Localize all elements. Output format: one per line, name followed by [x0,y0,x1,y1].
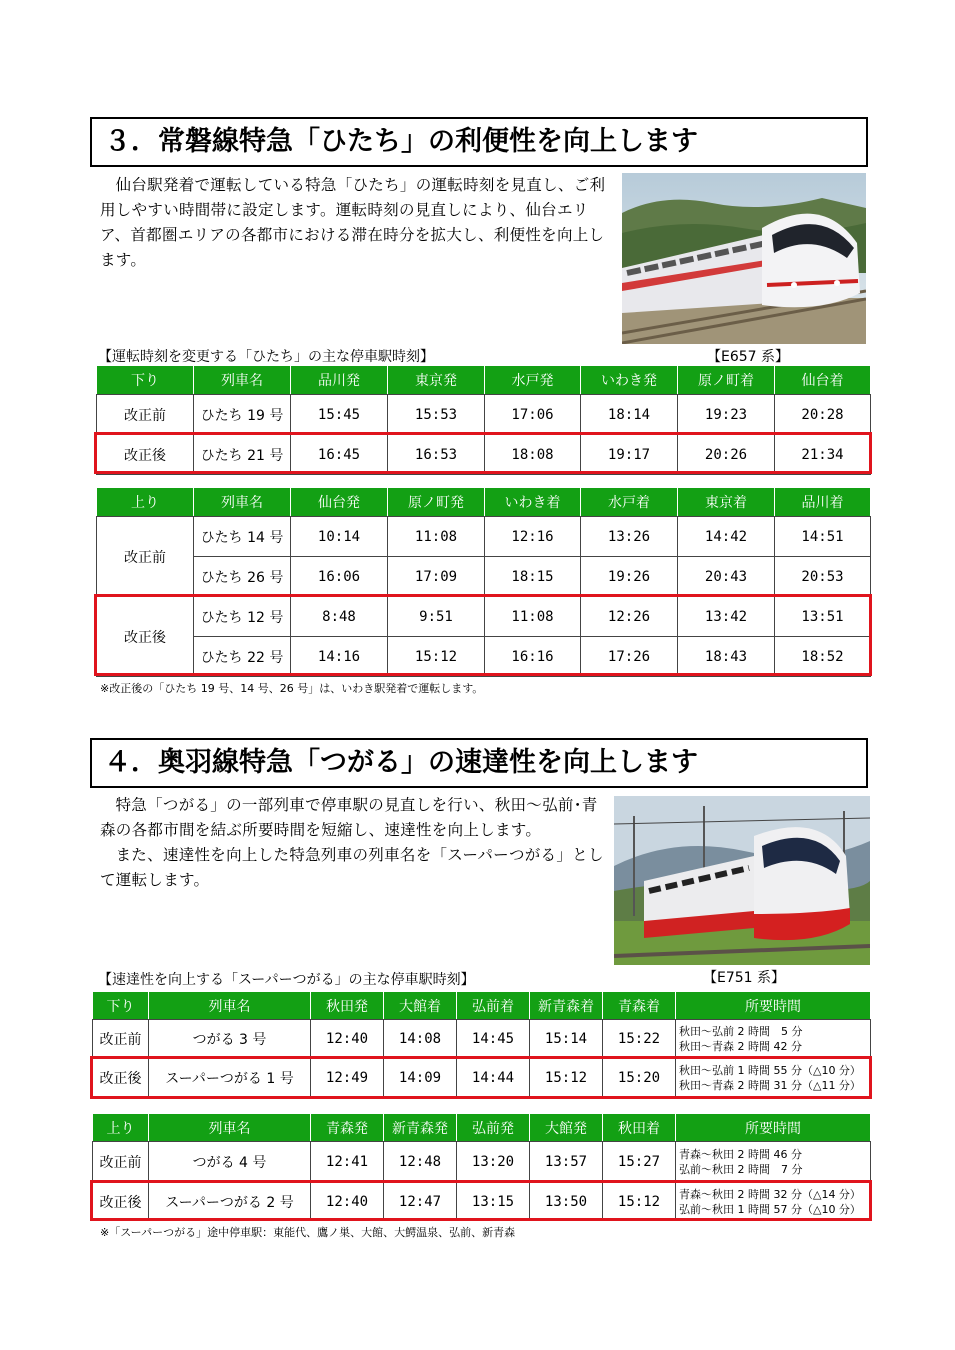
time-cell: 14:51 [775,517,871,557]
section-3-paragraph: 仙台駅発着で運転している特急「ひたち」の運転時刻を見直し、ご利用しやすい時間帯に設定します。運転時刻の見直しにより、仙台エリア、首都圏エリアの各都市における滞在時分を拡大し、利便性を向上します。 [100,176,606,269]
row-label: 改正後 [93,1183,149,1221]
time-cell: 14:45 [457,1020,530,1059]
tsugaru-up-table [92,1113,871,1221]
section-4-note: ※「スーパーつがる」途中停車駅：東能代、鷹ノ巣、大館、大鰐温泉、弘前、新青森 [100,1226,516,1239]
column-header: 青森着 [603,992,676,1020]
time-cell: 18:52 [775,637,871,677]
column-header: いわき発 [581,366,678,395]
time-cell: 19:26 [581,557,678,597]
duration-line: 秋田～青森 2 時間 42 分 [679,1040,802,1053]
time-cell: 19:17 [581,435,678,475]
section-3-photo-caption: 【E657 系】 [707,349,790,365]
column-header: 原ノ町着 [678,366,775,395]
time-cell: 13:20 [457,1142,530,1183]
row-label: 改正前 [93,1142,149,1183]
time-cell: 12:41 [311,1142,384,1183]
time-cell: 15:53 [388,395,485,435]
time-cell: 20:53 [775,557,871,597]
column-header: 大館発 [530,1114,603,1142]
time-cell: 18:43 [678,637,775,677]
train-name: つがる 4 号 [149,1142,311,1183]
time-cell: 17:09 [388,557,485,597]
time-cell: 12:49 [311,1059,384,1098]
column-header: 上り [93,1114,149,1142]
column-header: 水戸発 [485,366,581,395]
duration-line: 秋田～弘前 2 時間 5 分 [679,1025,803,1038]
time-cell: 14:44 [457,1059,530,1098]
train-name: ひたち 12 号 [194,597,291,637]
time-cell: 16:53 [388,435,485,475]
table-row [97,637,871,677]
table-row [97,395,871,435]
e657-train-photo [622,173,866,344]
column-header: 品川発 [291,366,388,395]
column-header: 列車名 [194,366,291,395]
time-cell: 11:08 [388,517,485,557]
time-cell: 16:16 [485,637,581,677]
column-header: 水戸着 [581,488,678,517]
section-3-note: ※改正後の「ひたち 19 号、14 号、26 号」は、いわき駅発着で運転します。 [100,682,484,695]
time-cell: 14:09 [384,1059,457,1098]
table-header-row [93,992,871,1020]
row-label: 改正前 [97,517,194,597]
table-row [97,597,871,637]
time-cell: 13:15 [457,1183,530,1221]
column-header: 仙台着 [775,366,871,395]
column-header: 仙台発 [291,488,388,517]
column-header: 新青森着 [530,992,603,1020]
time-cell: 15:45 [291,395,388,435]
time-cell: 9:51 [388,597,485,637]
column-header: 列車名 [149,1114,311,1142]
column-header: いわき着 [485,488,581,517]
row-label: 改正後 [97,597,194,677]
section-4-table-title: 【速達性を向上する「スーパーつがる」の主な停車駅時刻】 [98,972,475,988]
time-cell: 15:20 [603,1059,676,1098]
table-row [97,435,871,475]
column-header: 上り [97,488,194,517]
duration-line: 青森～秋田 2 時間 32 分（△14 分） [679,1187,861,1201]
column-header: 原ノ町発 [388,488,485,517]
train-name: ひたち 21 号 [194,435,291,475]
time-cell: 12:40 [311,1183,384,1221]
hitachi-down-table [96,365,871,475]
section-4-paragraph-1: 特急「つがる」の一部列車で停車駅の見直しを行い、秋田～弘前･青森の各都市間を結ぶ所要時間を短縮し、速達性を向上します。 [100,796,598,839]
duration-line: 秋田～青森 2 時間 31 分（△11 分） [679,1079,861,1092]
column-header: 所要時間 [676,1114,871,1142]
train-name: ひたち 26 号 [194,557,291,597]
row-label: 改正前 [97,395,194,435]
duration-cell [676,1020,871,1059]
column-header: 列車名 [149,992,311,1020]
time-cell: 12:40 [311,1020,384,1059]
column-header: 所要時間 [676,992,871,1020]
train-name: つがる 3 号 [149,1020,311,1059]
time-cell: 17:06 [485,395,581,435]
table-header-row [97,488,871,517]
train-name: ひたち 22 号 [194,637,291,677]
time-cell: 13:42 [678,597,775,637]
column-header: 品川着 [775,488,871,517]
time-cell: 19:23 [678,395,775,435]
table-row [97,517,871,557]
duration-cell [676,1059,871,1098]
section-3-table-title: 【運転時刻を変更する「ひたち」の主な停車駅時刻】 [98,349,434,365]
time-cell: 15:22 [603,1020,676,1059]
time-cell: 15:12 [603,1183,676,1221]
train-name: スーパーつがる 2 号 [149,1183,311,1221]
duration-cell [676,1183,871,1221]
column-header: 秋田発 [311,992,384,1020]
section-4-photo-caption: 【E751 系】 [703,970,786,986]
time-cell: 13:57 [530,1142,603,1183]
row-label: 改正前 [93,1020,149,1059]
duration-line: 秋田～弘前 1 時間 55 分（△10 分） [679,1064,861,1077]
column-header: 秋田着 [603,1114,676,1142]
time-cell: 15:12 [530,1059,603,1098]
section-3-heading: ３．常磐線特急「ひたち」の利便性を向上します [90,117,868,167]
time-cell: 13:51 [775,597,871,637]
time-cell: 14:08 [384,1020,457,1059]
column-header: 弘前発 [457,1114,530,1142]
time-cell: 20:43 [678,557,775,597]
duration-line: 青森～秋田 2 時間 46 分 [679,1148,802,1161]
column-header: 下り [97,366,194,395]
train-name: ひたち 19 号 [194,395,291,435]
section-3-body [100,173,612,273]
time-cell: 12:16 [485,517,581,557]
time-cell: 8:48 [291,597,388,637]
table-header-row [93,1114,871,1142]
column-header: 弘前着 [457,992,530,1020]
duration-line: 弘前～秋田 1 時間 57 分（△10 分） [679,1202,861,1216]
time-cell: 12:48 [384,1142,457,1183]
column-header: 列車名 [194,488,291,517]
column-header: 東京発 [388,366,485,395]
section-4-heading: ４．奥羽線特急「つがる」の速達性を向上します [90,738,868,788]
section-4-paragraph-2: また、速達性を向上した特急列車の列車名を「スーパーつがる」として運転します。 [100,846,604,889]
time-cell: 21:34 [775,435,871,475]
section-4-body [100,793,605,893]
time-cell: 20:28 [775,395,871,435]
duration-cell [676,1142,871,1183]
train-name: スーパーつがる 1 号 [149,1059,311,1098]
table-row [97,557,871,597]
column-header: 大館着 [384,992,457,1020]
time-cell: 14:42 [678,517,775,557]
time-cell: 18:14 [581,395,678,435]
time-cell: 13:50 [530,1183,603,1221]
tsugaru-down-table [92,991,871,1098]
row-label: 改正後 [97,435,194,475]
time-cell: 18:08 [485,435,581,475]
time-cell: 20:26 [678,435,775,475]
train-name: ひたち 14 号 [194,517,291,557]
hitachi-up-table [96,487,871,677]
table-row [93,1020,871,1059]
time-cell: 16:45 [291,435,388,475]
time-cell: 15:14 [530,1020,603,1059]
column-header: 東京着 [678,488,775,517]
time-cell: 13:26 [581,517,678,557]
e751-train-photo [614,796,870,965]
duration-line: 弘前～秋田 2 時間 7 分 [679,1163,803,1176]
time-cell: 15:12 [388,637,485,677]
time-cell: 12:26 [581,597,678,637]
row-label: 改正後 [93,1059,149,1098]
column-header: 新青森発 [384,1114,457,1142]
time-cell: 18:15 [485,557,581,597]
table-row [93,1183,871,1221]
time-cell: 11:08 [485,597,581,637]
table-row [93,1059,871,1098]
table-row [93,1142,871,1183]
table-header-row [97,366,871,395]
time-cell: 17:26 [581,637,678,677]
column-header: 青森発 [311,1114,384,1142]
time-cell: 15:27 [603,1142,676,1183]
time-cell: 12:47 [384,1183,457,1221]
time-cell: 14:16 [291,637,388,677]
time-cell: 10:14 [291,517,388,557]
column-header: 下り [93,992,149,1020]
time-cell: 16:06 [291,557,388,597]
